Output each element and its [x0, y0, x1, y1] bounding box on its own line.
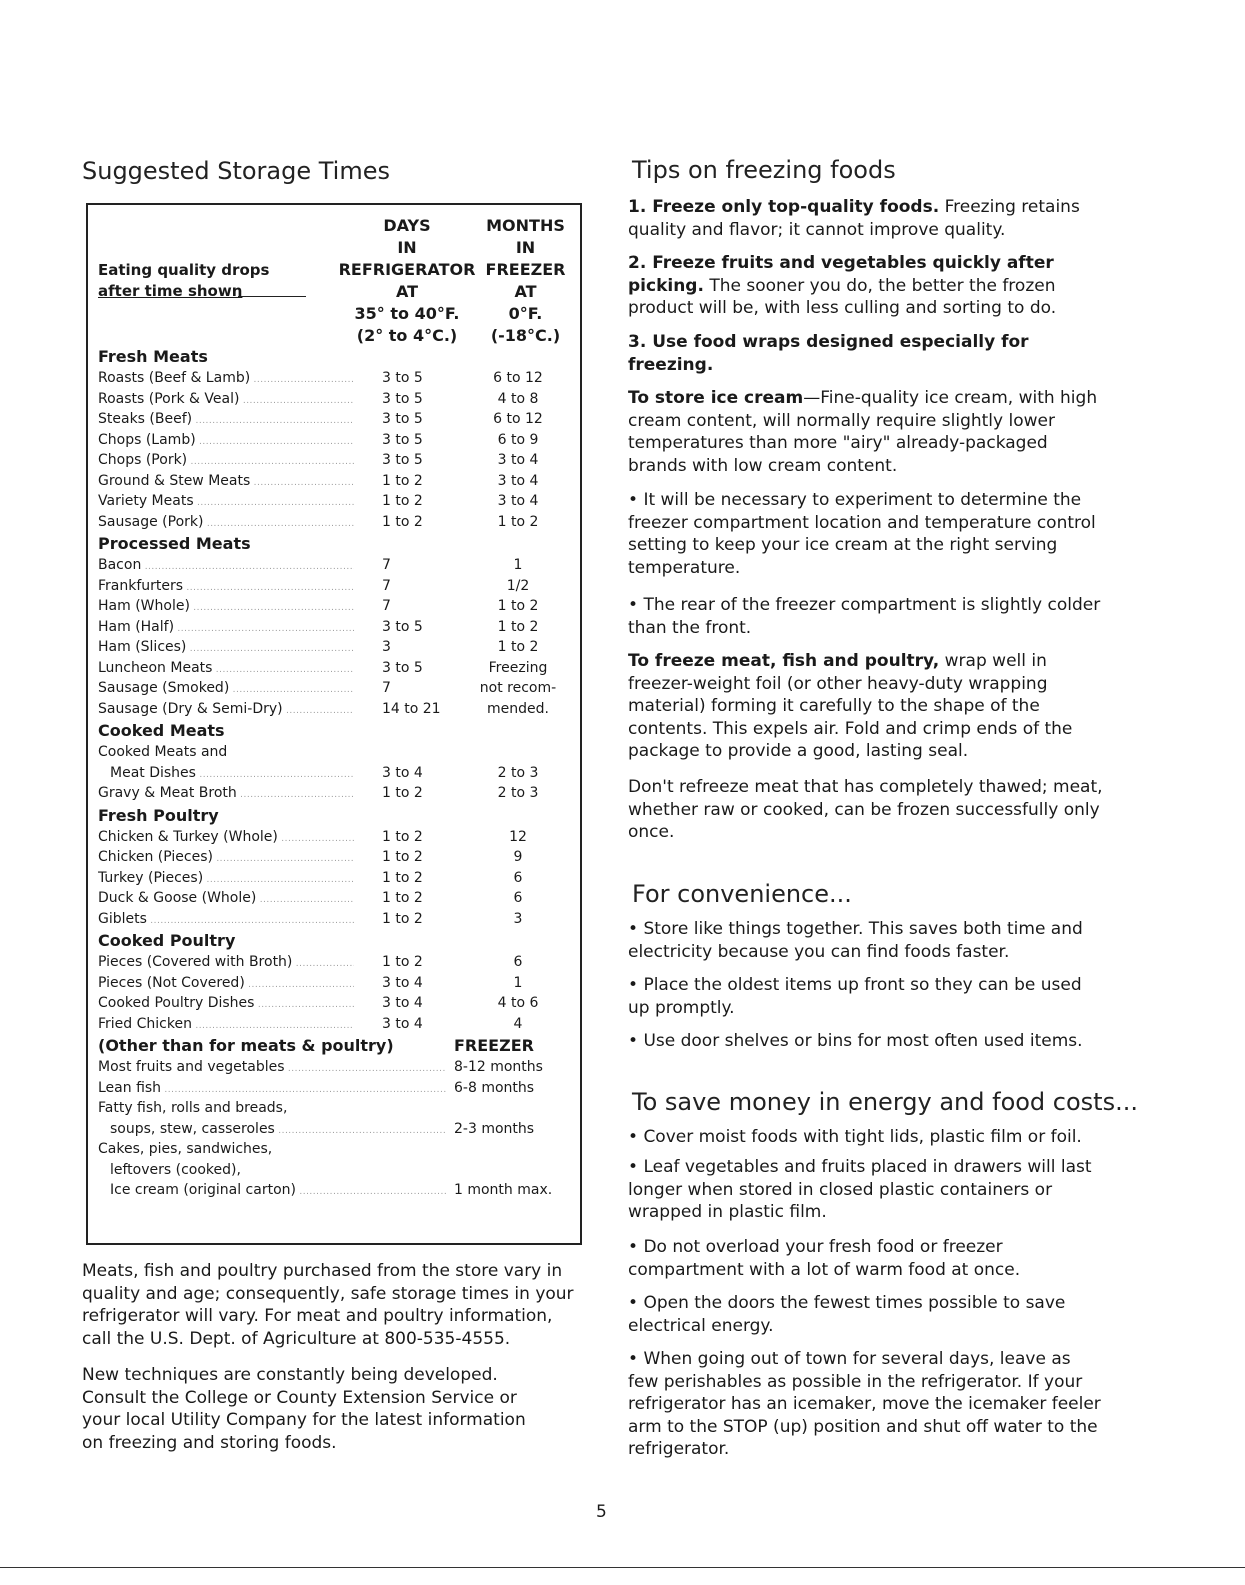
header-line: (-18°C.) [490, 326, 561, 345]
freezer-months: 3 to 4 [497, 472, 539, 489]
save-money-item: • Leaf vegetables and fruits placed in drawers will last longer when stored in closed plastic containers or wrapped in plastic film. [628, 1156, 1103, 1224]
freezer-months: 6 [513, 869, 523, 886]
food-name-text: Roasts (Pork & Veal) [98, 390, 240, 407]
food-name [98, 1057, 446, 1080]
freezer-months: 9 [513, 849, 523, 865]
convenience-heading: For convenience... [632, 880, 852, 908]
table-row [98, 368, 578, 389]
refrigerator-days: 3 to 4 [382, 995, 423, 1011]
freezer-months: 12 [509, 828, 527, 845]
freezer-months: 1 [513, 974, 523, 991]
ice-cream-tip [628, 387, 1103, 477]
food-name-text: Sausage (Pork) [98, 513, 204, 530]
food-name-text: Sausage (Smoked) [98, 680, 230, 696]
freezer-months: 3 to 4 [497, 452, 539, 468]
table-row [98, 1119, 578, 1140]
refrigerator-days: 1 to 2 [382, 785, 423, 801]
food-name [98, 389, 354, 412]
food-name [98, 658, 354, 681]
header-line: FREEZER [485, 260, 566, 279]
table-row [98, 637, 578, 658]
eating-quality-line: Eating quality drops [98, 261, 270, 279]
header-line: IN [397, 238, 417, 257]
food-name [98, 430, 354, 453]
table-row [98, 742, 578, 763]
food-name [98, 1139, 446, 1162]
food-name-text: Chops (Lamb) [98, 431, 196, 448]
table-row [98, 868, 578, 889]
table-row [98, 512, 578, 533]
food-name-text: Chops (Pork) [98, 452, 188, 468]
tip-text: Freezing retains quality and flavor; it cannot improve quality. [628, 197, 1080, 240]
refrigerator-days: 3 [382, 639, 391, 655]
save-money-item: • Do not overload your fresh food or freezer compartment with a lot of warm food at once. [628, 1236, 1103, 1281]
freezer-column-header [468, 215, 583, 347]
food-name [98, 699, 354, 722]
refrigerator-days: 7 [382, 680, 391, 696]
food-name [98, 1014, 354, 1037]
table-row [98, 1098, 578, 1119]
header-line: DAYS [383, 216, 431, 235]
food-name [98, 909, 354, 932]
food-name [98, 763, 354, 786]
table-row [98, 596, 578, 617]
food-name-text: Pieces (Not Covered) [98, 974, 245, 991]
refrigerator-days: 1 to 2 [382, 954, 423, 970]
refrigerator-days: 3 to 5 [382, 618, 423, 635]
food-name-text: Giblets [98, 910, 147, 927]
food-name-text: Fried Chicken [98, 1015, 192, 1032]
food-name [98, 783, 354, 806]
food-name-text: Cooked Poultry Dishes [98, 995, 255, 1011]
freezer-months: 4 to 6 [497, 995, 539, 1011]
refrigerator-days: 7 [382, 577, 391, 594]
food-name [98, 1160, 446, 1183]
header-line: IN [515, 238, 536, 257]
save-money-heading: To save money in energy and food costs... [632, 1088, 1138, 1116]
refrigerator-days: 7 [382, 598, 391, 614]
food-name [98, 596, 354, 619]
tip-title: To store ice cream [628, 388, 804, 408]
table-row [98, 783, 578, 804]
tip-title: 2. Freeze fruits and vegetables quickly after picking. [628, 253, 1054, 296]
freezer-months: 1 to 2 [497, 639, 539, 655]
ice-cream-bullet-1: • It will be necessary to experiment to determine the freezer compartment location and temperature control setting to keep your ice cream at the right serving temperature. [628, 489, 1103, 579]
food-name [98, 1119, 446, 1142]
section-title: Cooked Meats [98, 721, 225, 740]
food-name-text: Luncheon Meats [98, 659, 213, 676]
table-row [98, 1180, 578, 1201]
freezer-months: Freezing [488, 659, 548, 676]
save-money-item: • Open the doors the fewest times possible to save electrical energy. [628, 1292, 1103, 1337]
food-name-text: Sausage (Dry & Semi-Dry) [98, 700, 283, 717]
food-name-text: Roasts (Beef & Lamb) [98, 370, 251, 386]
tip-title: 3. Use food wraps designed especially for freezing. [628, 332, 1029, 375]
table-row [98, 888, 578, 909]
table-row [98, 658, 578, 679]
freezer-months: 1 [513, 557, 523, 573]
refrigerator-days: 3 to 5 [382, 431, 423, 448]
other-foods-header [98, 1034, 578, 1057]
food-name-text: leftovers (cooked), [110, 1161, 241, 1178]
tip-2 [628, 252, 1103, 320]
food-name [98, 993, 354, 1016]
freezer-months: 3 [513, 910, 523, 927]
food-name-text: Turkey (Pieces) [98, 869, 204, 886]
food-name-text: Meat Dishes [110, 764, 196, 781]
refrigerator-days: 1 to 2 [382, 910, 423, 927]
table-row [98, 1160, 578, 1181]
refrigerator-days: 1 to 2 [382, 890, 423, 906]
food-name [98, 368, 354, 391]
table-row [98, 1057, 578, 1078]
page-number: 5 [596, 1502, 607, 1522]
food-name-text: Cooked Meats and [98, 744, 228, 760]
save-money-item: • When going out of town for several days, leave as few perishables as possible in the refrigerator. If your refrigerator has an icemaker, move the icemaker feeler arm to the STOP (up) position and shut off water to the refrigerator. [628, 1348, 1103, 1461]
food-name [98, 491, 354, 514]
table-row [98, 827, 578, 848]
tip-text: wrap well in freezer-weight foil (or other heavy-duty wrapping material) forming it carefully to the shape of the contents. This expels air. Fold and crimp ends of the package to provide a good, lasting seal. [628, 651, 1073, 761]
food-name-text: Chicken & Turkey (Whole) [98, 828, 278, 845]
freezer-months: 4 to 8 [497, 390, 539, 407]
food-name [98, 450, 354, 473]
tip-text: —Fine-quality ice cream, with high cream content, will normally require slightly lower temperatures than more "airy" already-packaged brands with low cream content. [628, 388, 1098, 476]
food-name-text: soups, stew, casseroles [110, 1120, 275, 1137]
food-name-text: Variety Meats [98, 493, 194, 509]
table-row [98, 430, 578, 451]
refrigerator-days: 3 to 5 [382, 411, 423, 427]
food-name [98, 742, 354, 765]
eating-quality-line: after time shown [98, 282, 243, 300]
section-title: Fresh Meats [98, 347, 208, 366]
food-name-text: Steaks (Beef) [98, 411, 193, 427]
section-title: Cooked Poultry [98, 931, 236, 950]
refrigerator-days: 1 to 2 [382, 828, 423, 845]
freezer-months: 6 [513, 890, 523, 906]
table-row [98, 973, 578, 994]
refrigerator-days: 14 to 21 [382, 700, 441, 717]
refrigerator-days: 1 to 2 [382, 849, 423, 865]
food-name [98, 617, 354, 640]
refrigerator-days: 1 to 2 [382, 472, 423, 489]
table-row [98, 763, 578, 784]
table-row [98, 909, 578, 930]
save-money-item: • Cover moist foods with tight lids, plastic film or foil. [628, 1126, 1103, 1149]
food-name [98, 678, 354, 701]
freezer-months: 6 to 12 [493, 370, 543, 386]
freezer-months: 4 [513, 1015, 523, 1032]
refrigerator-days: 3 to 5 [382, 390, 423, 407]
food-name-text: Ham (Slices) [98, 639, 187, 655]
refrigerator-days: 3 to 5 [382, 452, 423, 468]
food-name [98, 1098, 446, 1121]
table-row [98, 678, 578, 699]
refrigerator-days: 3 to 5 [382, 370, 423, 386]
freezer-time: 8-12 months [454, 1059, 543, 1075]
section-title: Processed Meats [98, 534, 251, 553]
table-row [98, 471, 578, 492]
refrigerator-days: 1 to 2 [382, 493, 423, 509]
freezer-months: 6 [513, 954, 523, 970]
header-line: MONTHS [486, 216, 565, 235]
food-name-text: Duck & Goose (Whole) [98, 890, 257, 906]
freezer-months: 2 to 3 [497, 764, 539, 781]
refrigerator-days: 1 to 2 [382, 513, 423, 530]
storage-times-heading: Suggested Storage Times [82, 157, 390, 185]
food-name-text: Cakes, pies, sandwiches, [98, 1141, 273, 1157]
bottom-divider [0, 1567, 1245, 1568]
techniques-note: New techniques are constantly being developed. Consult the College or County Extension Service or your local Utility Company for the latest information on freezing and storing foods. [82, 1365, 526, 1453]
food-name [98, 471, 354, 494]
refrigerator-days: 7 [382, 557, 391, 573]
refrigerator-days: 3 to 4 [382, 974, 423, 991]
freezer-months: mended. [487, 700, 549, 717]
food-name [98, 409, 354, 432]
header-line: (2° to 4°C.) [356, 326, 458, 345]
food-name-text: Most fruits and vegetables [98, 1059, 285, 1075]
table-row [98, 1139, 578, 1160]
food-name-text: Bacon [98, 557, 142, 573]
underline-divider [238, 296, 306, 297]
food-name [98, 1180, 446, 1203]
ice-cream-bullet-2: • The rear of the freezer compartment is slightly colder than the front. [628, 594, 1103, 639]
freezer-months: 3 to 4 [497, 493, 539, 509]
refreeze-tip: Don't refreeze meat that has completely thawed; meat, whether raw or cooked, can be frozen successfully only once. [628, 777, 1103, 842]
food-name [98, 952, 354, 975]
food-name-text: Ice cream (original carton) [110, 1182, 296, 1198]
tip-title: To freeze meat, fish and poultry, [628, 651, 940, 671]
table-row [98, 993, 578, 1014]
food-name-text: Chicken (Pieces) [98, 849, 213, 865]
freezer-months: 6 to 12 [493, 411, 543, 427]
food-name-text: Ham (Half) [98, 618, 175, 635]
freezer-months: 1 to 2 [497, 513, 539, 530]
freezer-time: 1 month max. [454, 1182, 553, 1198]
table-row [98, 576, 578, 597]
storage-note: Meats, fish and poultry purchased from the store vary in quality and age; consequently, safe storage times in your refrigerator will vary. For meat and poultry information, call the U.S. Dept. of Agriculture at 800-535-4555. [82, 1261, 574, 1349]
refrigerator-days: 3 to 5 [382, 659, 423, 676]
food-name [98, 847, 354, 870]
refrigerator-column-header [337, 215, 477, 347]
freezer-label: FREEZER [454, 1036, 534, 1055]
header-line: REFRIGERATOR [338, 260, 476, 279]
food-name [98, 555, 354, 578]
food-name-text: Fatty fish, rolls and breads, [98, 1100, 288, 1116]
tip-title: 1. Freeze only top-quality foods. [628, 197, 940, 217]
food-name-text: Ground & Stew Meats [98, 472, 251, 489]
section-title: Fresh Poultry [98, 805, 219, 825]
section-title: (Other than for meats & poultry) [98, 1036, 394, 1055]
food-name-text: Pieces (Covered with Broth) [98, 954, 293, 970]
freezer-months: 2 to 3 [497, 785, 539, 801]
header-line: AT [514, 282, 537, 301]
freezer-months: 1 to 2 [497, 598, 539, 614]
food-name-text: Lean fish [98, 1079, 162, 1096]
table-row [98, 1014, 578, 1035]
refrigerator-days: 1 to 2 [382, 869, 423, 886]
food-name [98, 868, 354, 891]
tip-3 [628, 331, 1103, 376]
header-line: 35° to 40°F. [354, 304, 460, 323]
food-name [98, 576, 354, 599]
freezer-months: 6 to 9 [497, 431, 539, 448]
freezer-time: 2-3 months [454, 1120, 535, 1137]
storage-rows [98, 345, 578, 1201]
table-row [98, 699, 578, 720]
convenience-item: • Place the oldest items up front so they can be used up promptly. [628, 974, 1103, 1019]
food-name [98, 827, 354, 850]
food-name-text: Ham (Whole) [98, 598, 190, 614]
freezer-months: not recom- [479, 680, 557, 696]
convenience-item: • Use door shelves or bins for most often used items. [628, 1030, 1103, 1053]
food-name [98, 637, 354, 660]
tip-text: The sooner you do, the better the frozen product will be, with less culling and sorting to do. [628, 275, 1057, 318]
food-name [98, 512, 354, 535]
table-row [98, 450, 578, 471]
table-row [98, 617, 578, 638]
refrigerator-days: 3 to 4 [382, 764, 423, 781]
freezer-time: 6-8 months [454, 1079, 535, 1096]
refrigerator-days: 3 to 4 [382, 1015, 423, 1032]
table-row [98, 555, 578, 576]
table-row [98, 952, 578, 973]
table-row [98, 409, 578, 430]
tip-1 [628, 196, 1103, 241]
tips-heading: Tips on freezing foods [632, 156, 896, 184]
freezer-months: 1 to 2 [497, 618, 539, 635]
table-row [98, 1078, 578, 1099]
table-row [98, 389, 578, 410]
food-name [98, 888, 354, 911]
table-row [98, 491, 578, 512]
food-name [98, 973, 354, 996]
storage-times-table [86, 203, 582, 1245]
header-line: 0°F. [508, 304, 543, 323]
food-name [98, 1078, 446, 1101]
food-name-text: Gravy & Meat Broth [98, 785, 237, 801]
freezer-months: 1/2 [506, 577, 530, 594]
convenience-item: • Store like things together. This saves both time and electricity because you can find foods faster. [628, 918, 1103, 963]
food-name-text: Frankfurters [98, 577, 184, 594]
table-row [98, 847, 578, 868]
meat-freezing-tip [628, 650, 1103, 763]
header-line: AT [395, 282, 419, 301]
